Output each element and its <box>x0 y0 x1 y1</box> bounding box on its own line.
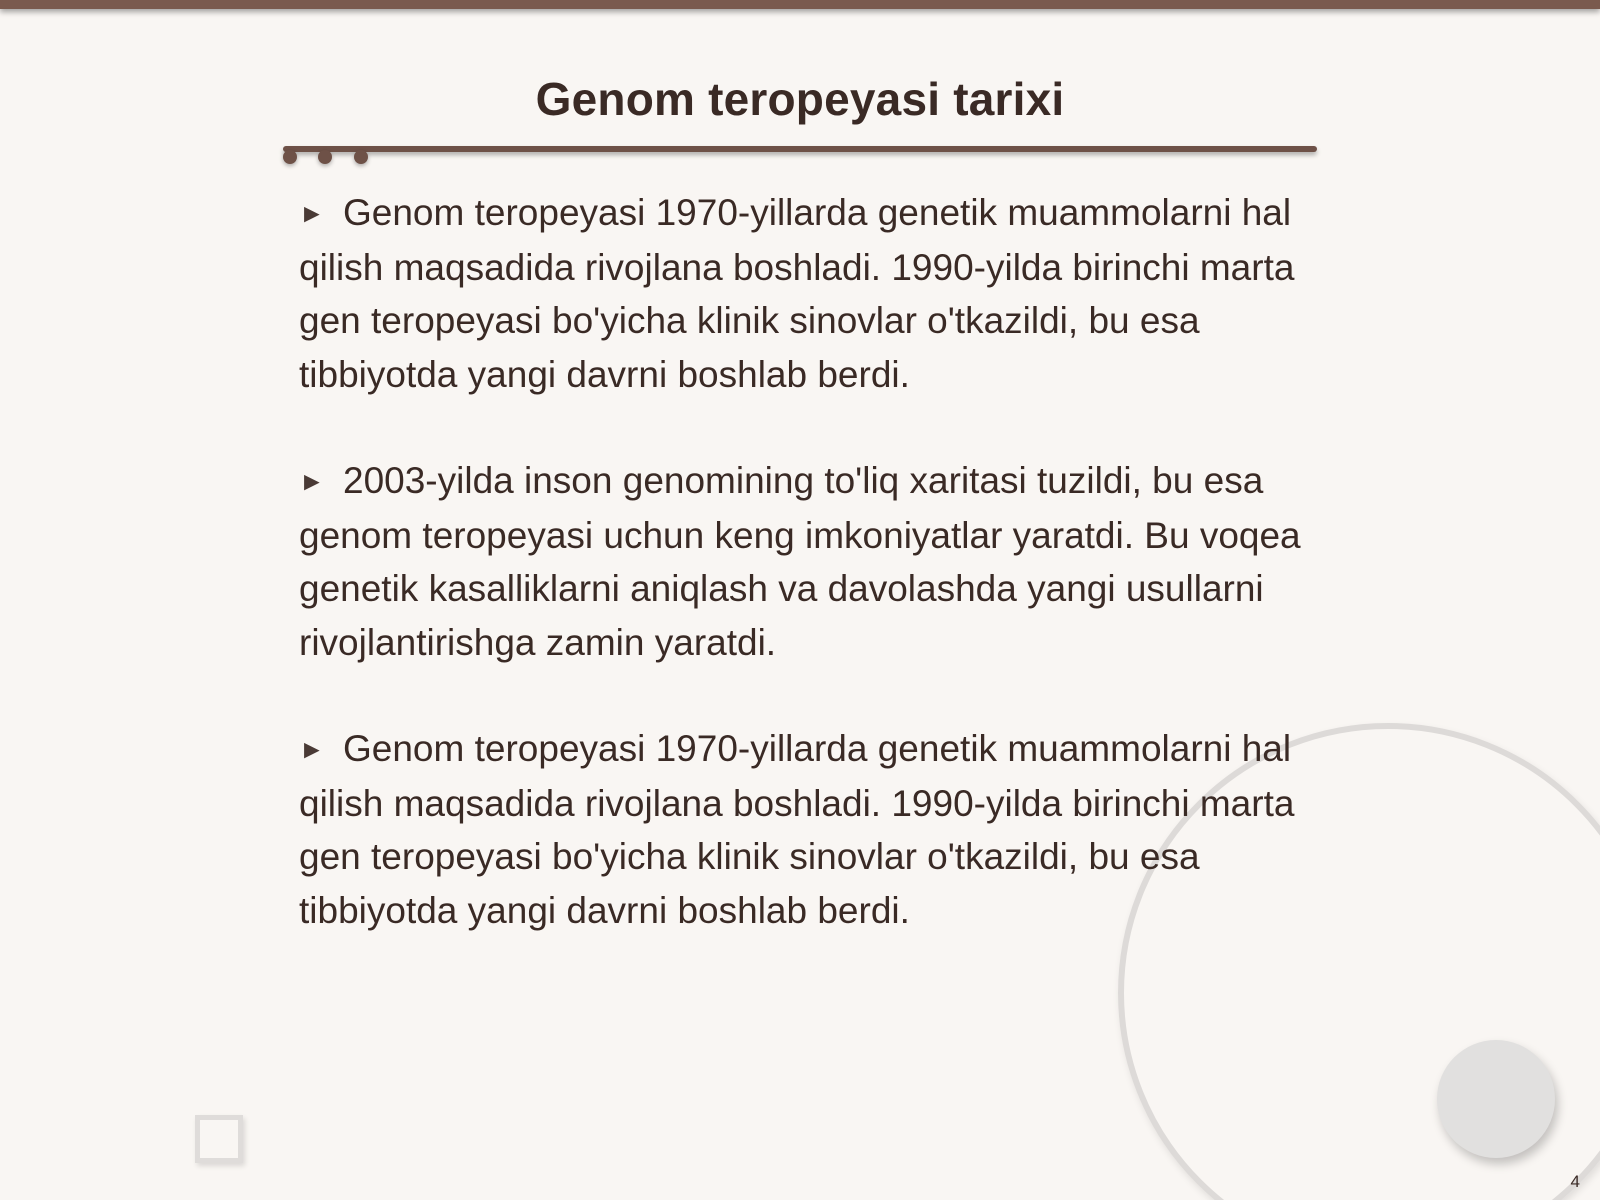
decorative-square <box>195 1115 243 1163</box>
triangle-right-icon: ► <box>299 734 325 764</box>
bullet-paragraph <box>299 454 1309 669</box>
page-number: 4 <box>1570 1172 1580 1191</box>
triangle-right-icon: ► <box>299 198 325 228</box>
top-accent-bar <box>0 0 1600 9</box>
decorative-circle-filled <box>1437 1040 1555 1158</box>
slide-title: Genom teropeyasi tarixi <box>535 73 1065 125</box>
divider-dot <box>318 150 332 164</box>
title-divider <box>283 146 1317 152</box>
bullet-paragraph <box>299 722 1309 937</box>
bullet-text: 2003-yilda inson genomining to'liq xaritasi tuzildi, bu esa genom teropeyasi uchun keng imkoniyatlar yaratdi. Bu voqea genetik kasalliklarni aniqlash va davolashda yangi usullarni rivojlantirishga zamin yaratdi. <box>299 460 1301 663</box>
triangle-right-icon: ► <box>299 466 325 496</box>
bullet-paragraph <box>299 186 1309 401</box>
divider-dot <box>283 150 297 164</box>
bullet-text: Genom teropeyasi 1970-yillarda genetik muammolarni hal qilish maqsadida rivojlana boshladi. 1990-yilda birinchi marta gen teropeyasi bo'yicha klinik sinovlar o'tkazildi, bu esa tibbiyotda yangi davrni boshlab berdi. <box>299 192 1295 395</box>
bullet-text: Genom teropeyasi 1970-yillarda genetik muammolarni hal qilish maqsadida rivojlana boshladi. 1990-yilda birinchi marta gen teropeyasi bo'yicha klinik sinovlar o'tkazildi, bu esa tibbiyotda yangi davrni boshlab berdi. <box>299 728 1295 931</box>
bullet-list <box>299 186 1309 990</box>
divider-dot <box>354 150 368 164</box>
